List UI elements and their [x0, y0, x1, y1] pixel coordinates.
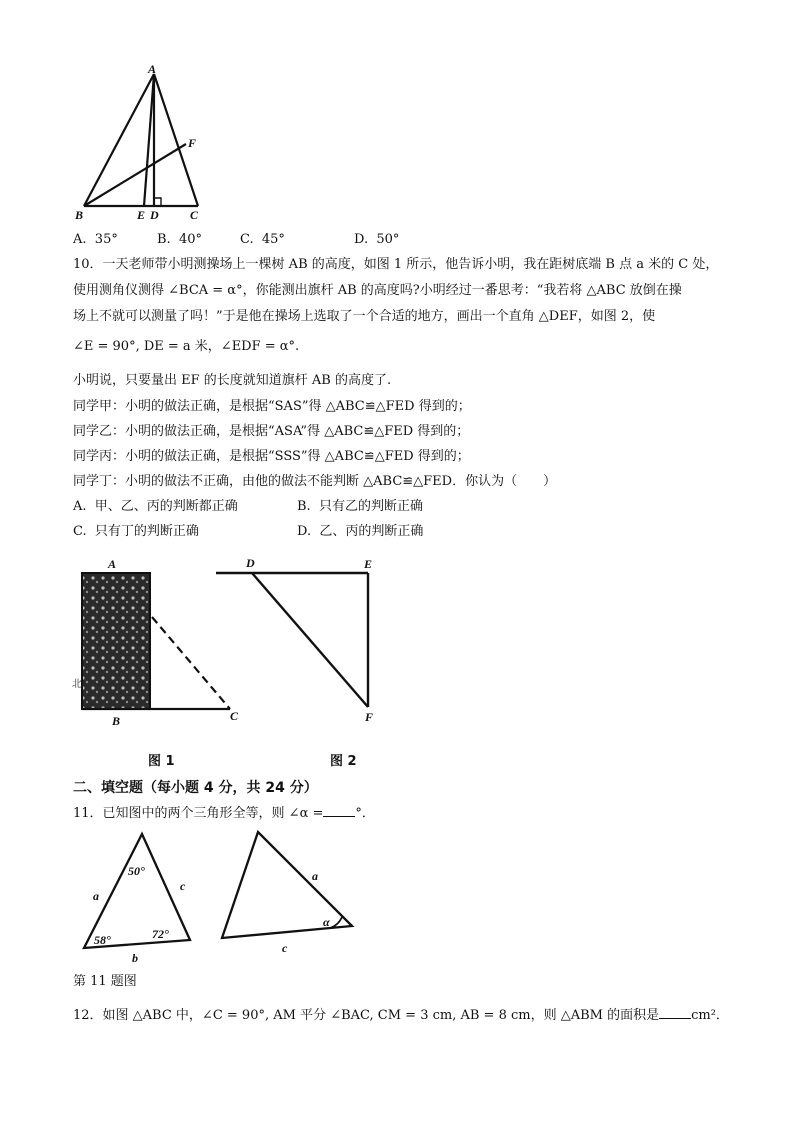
fig1-label-c: C [230, 709, 239, 723]
q9-label-f: F [188, 136, 197, 150]
q9-option-b[interactable]: B. 40° [157, 232, 202, 247]
q11-side-b: b [132, 951, 138, 965]
q9-label-a: A [148, 62, 157, 76]
q10-option-a[interactable]: A. 甲、乙、丙的判断都正确 [73, 499, 238, 514]
q10-line-1: 10．一天老师带小明测操场上一棵树 AB 的高度，如图 1 所示，他告诉小明，我在距树底端 B 点 a 米的 C 处， [73, 257, 719, 272]
fig1-side-char: 北 [72, 679, 82, 690]
q10-line-7: 同学乙：小明的做法正确，是根据“ASA”得 △ABC≌△FED 得到的； [73, 424, 470, 439]
q10-option-b[interactable]: B. 只有乙的判断正确 [297, 499, 423, 514]
q10-line-2: 使用测角仪测得 ∠BCA = α°，你能测出旗杆 AB 的高度吗?小明经过一番思考：“我若将 △ABC 放倒在操 [73, 283, 682, 298]
q9-label-b: B [75, 208, 84, 222]
q11-caption: 第 11 题图 [73, 974, 137, 989]
q12-answer-blank[interactable] [659, 1006, 691, 1019]
q9-option-c[interactable]: C. 45° [240, 232, 285, 247]
fig2-caption: 图 2 [330, 754, 357, 769]
q10-figure-2 [210, 555, 390, 730]
q11-angle-top: 50° [128, 864, 145, 878]
q9-label-c: C [190, 208, 199, 222]
fig2-label-d: D [246, 556, 255, 570]
q9-triangle-figure [70, 62, 220, 222]
q11-side-a: a [93, 889, 99, 903]
q12-question: 12．如图 △ABC 中，∠C = 90°, AM 平分 ∠BAC, CM = 3 cm, AB = 8 cm，则 △ABM 的面积是 cm²． [73, 1008, 729, 1023]
q11-side-c2: c [282, 941, 288, 955]
q10-option-c[interactable]: C. 只有丁的判断正确 [73, 524, 199, 539]
fig2-label-f: F [365, 710, 374, 724]
fig1-caption: 图 1 [148, 754, 175, 769]
section-2-title: 二、填空题（每小题 4 分，共 24 分） [73, 780, 318, 796]
fig2-label-e: E [364, 557, 373, 571]
q9-label-e: E [137, 208, 146, 222]
q11-side-a2: a [312, 869, 318, 883]
q10-line-8: 同学丙：小明的做法正确，是根据“SSS”得 △ABC≌△FED 得到的； [73, 449, 470, 464]
q9-label-d: D [150, 208, 159, 222]
q11-figure [76, 828, 366, 966]
q10-line-5: 小明说，只要量出 EF 的长度就知道旗杆 AB 的高度了. [73, 373, 392, 388]
q9-option-d[interactable]: D. 50° [354, 232, 400, 247]
q11-angle-left: 58° [94, 933, 111, 947]
q9-option-a[interactable]: A. 35° [73, 232, 118, 247]
q11-alpha: α [323, 915, 330, 929]
q10-line-4: ∠E = 90°, DE = a 米，∠EDF = α°. [73, 339, 300, 354]
q10-option-d[interactable]: D. 乙、丙的判断正确 [297, 524, 424, 539]
q11-side-c: c [180, 879, 186, 893]
q10-line-3: 场上不就可以测量了吗！”于是他在操场上选取了一个合适的地方，画出一个直角 △DEF，如图 2，使 [73, 309, 656, 324]
q11-angle-right: 72° [152, 927, 169, 941]
q10-line-9: 同学丁：小明的做法不正确，由他的做法不能判断 △ABC≌△FED．你认为（ ） [73, 474, 557, 489]
fig1-label-a: A [108, 557, 117, 571]
q10-line-6: 同学甲：小明的做法正确，是根据“SAS”得 △ABC≌△FED 得到的； [73, 399, 471, 414]
q11-question: 11．已知图中的两个三角形全等，则 ∠α = °． [73, 806, 375, 821]
fig1-label-b: B [112, 714, 121, 728]
q11-answer-blank[interactable] [323, 804, 355, 817]
